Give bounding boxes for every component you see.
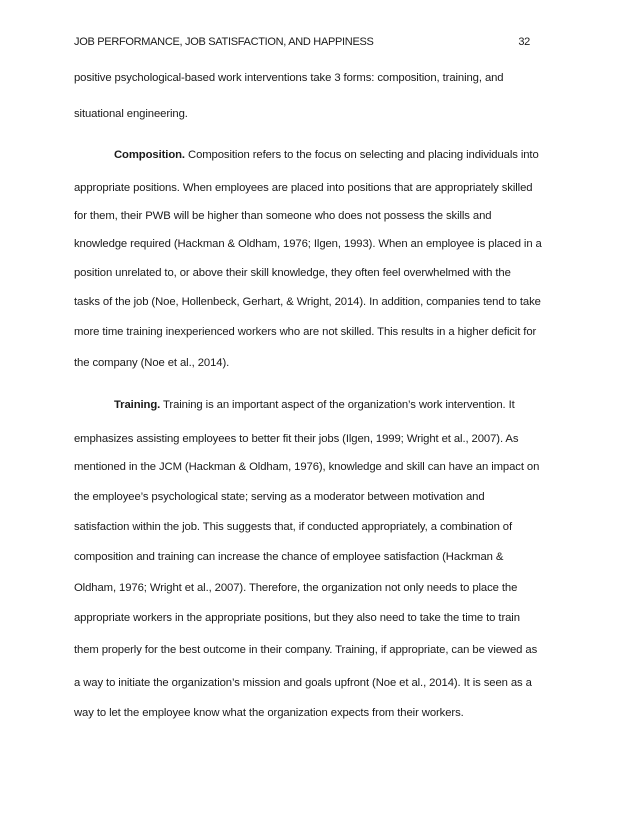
body-line: tasks of the job (Noe, Hollenbeck, Gerhart, & Wright, 2014). In addition, companies tend to take — [74, 296, 541, 308]
body-line: composition and training can increase the chance of employee satisfaction (Hackman & — [74, 551, 504, 563]
body-text: Training is an important aspect of the organization’s work intervention. It — [160, 399, 515, 411]
body-line: appropriate workers in the appropriate positions, but they also need to take the time to train — [74, 612, 520, 624]
page-number: 32 — [518, 36, 530, 48]
body-line: emphasizes assisting employees to better fit their jobs (Ilgen, 1999; Wright et al., 2007). As — [74, 433, 519, 445]
body-line: positive psychological-based work interventions take 3 forms: composition, training, and — [74, 72, 504, 84]
body-line: satisfaction within the job. This suggests that, if conducted appropriately, a combination of — [74, 521, 513, 533]
body-text: Composition refers to the focus on selecting and placing individuals into — [184, 149, 539, 161]
body-line: Oldham, 1976; Wright et al., 2007). Therefore, the organization not only needs to place the — [74, 582, 518, 594]
section-paragraph-training — [74, 397, 610, 413]
body-line: appropriate positions. When employees are placed into positions that are appropriately skilled — [74, 182, 533, 194]
paragraph-heading-composition: Composition. — [114, 149, 185, 161]
body-line: mentioned in the JCM (Hackman & Oldham, 1976), knowledge and skill can have an impact on — [74, 461, 540, 473]
body-line: the employee’s psychological state; serving as a moderator between motivation and — [74, 491, 485, 503]
body-line: way to let the employee know what the organization expects from their workers. — [74, 707, 464, 719]
section-paragraph-composition — [74, 147, 610, 163]
running-head: JOB PERFORMANCE, JOB SATISFACTION, AND HAPPINESS — [74, 36, 374, 48]
body-line: for them, their PWB will be higher than someone who does not possess the skills and — [74, 210, 492, 222]
body-line: more time training inexperienced workers who are not skilled. This results in a higher deficit for — [74, 326, 537, 338]
body-line: a way to initiate the organization’s mission and goals upfront (Noe et al., 2014). It is seen as a — [74, 677, 532, 689]
paragraph-heading-training: Training. — [114, 399, 161, 411]
body-line: the company (Noe et al., 2014). — [74, 357, 230, 369]
body-line: them properly for the best outcome in their company. Training, if appropriate, can be viewed as — [74, 644, 538, 656]
body-line: position unrelated to, or above their skill knowledge, they often feel overwhelmed with the — [74, 267, 511, 279]
body-line: knowledge required (Hackman & Oldham, 1976; Ilgen, 1993). When an employee is placed in a — [74, 238, 542, 250]
body-line: situational engineering. — [74, 108, 188, 120]
page-header — [74, 36, 530, 52]
